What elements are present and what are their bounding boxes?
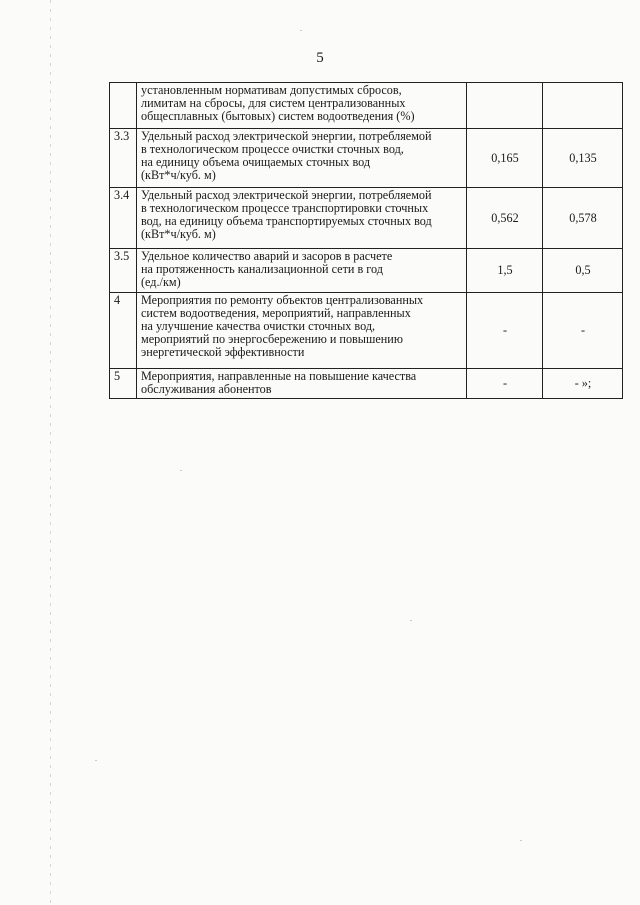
row-value-1: 0,562: [467, 188, 543, 249]
row-number: [110, 83, 137, 129]
table-row: [110, 369, 623, 399]
table-row: [110, 83, 623, 129]
scan-edge-artifact: [50, 0, 51, 905]
scan-speck: [95, 760, 97, 761]
row-number: 5: [110, 369, 137, 399]
row-value-2: 0,135: [543, 129, 623, 188]
row-description: Мероприятия по ремонту объектов централизованных систем водоотведения, мероприятий, направленных на улучшение качества очистки сточных вод, мероприятий по энергосбережению и повышению энергетической эффективности: [137, 293, 467, 369]
scan-speck: [410, 620, 412, 621]
row-description: Удельное количество аварий и засоров в расчете на протяженность канализационной сети в год (ед./км): [137, 249, 467, 293]
row-value-2: -: [543, 293, 623, 369]
table-row: [110, 249, 623, 293]
row-description: Удельный расход электрической энергии, потребляемой в технологическом процессе очистки сточных вод, на единицу объема очищаемых сточных вод (кВт*ч/куб. м): [137, 129, 467, 188]
row-value-1: [467, 83, 543, 129]
row-value-2: - »;: [543, 369, 623, 399]
row-number: 3.3: [110, 129, 137, 188]
row-value-1: -: [467, 369, 543, 399]
table-row: [110, 188, 623, 249]
table-row: [110, 293, 623, 369]
row-value-1: 1,5: [467, 249, 543, 293]
row-value-2: [543, 83, 623, 129]
indicators-table: [109, 82, 623, 399]
row-value-1: 0,165: [467, 129, 543, 188]
row-value-1: -: [467, 293, 543, 369]
row-description: установленным нормативам допустимых сбросов, лимитам на сбросы, для систем централизованных общесплавных (бытовых) систем водоотведения (%): [137, 83, 467, 129]
table-row: [110, 129, 623, 188]
page-number: 5: [316, 50, 324, 66]
row-number: 3.4: [110, 188, 137, 249]
row-value-2: 0,5: [543, 249, 623, 293]
row-number: 3.5: [110, 249, 137, 293]
row-description: Удельный расход электрической энергии, потребляемой в технологическом процессе транспортировки сточных вод, на единицу объема транспортируемых сточных вод (кВт*ч/куб. м): [137, 188, 467, 249]
scan-speck: [180, 470, 182, 471]
row-description: Мероприятия, направленные на повышение качества обслуживания абонентов: [137, 369, 467, 399]
row-number: 4: [110, 293, 137, 369]
row-value-2: 0,578: [543, 188, 623, 249]
scan-speck: [300, 30, 302, 31]
scan-speck: [520, 840, 522, 841]
